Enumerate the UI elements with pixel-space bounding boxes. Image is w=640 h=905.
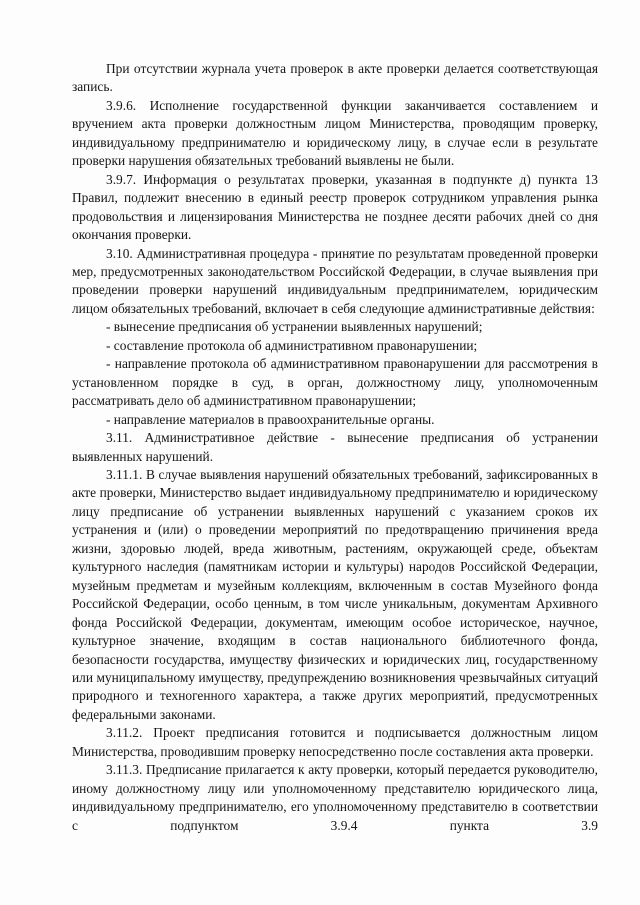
paragraph-3-9-7: 3.9.7. Информация о результатах проверки, указанная в подпункте д) пункта 13 Правил, подлежит внесению в единый реестр проверок сотрудником управления рынка продовольствия и лицензирования Министерства не позднее десяти рабочих дней со дня окончания проверки.: [72, 171, 598, 243]
paragraph-3-11-2: 3.11.2. Проект предписания готовится и подписывается должностным лицом Министерства, проводившим проверку непосредственно после составления акта проверки.: [72, 725, 598, 759]
paragraph-3-11-3: 3.11.3. Предписание прилагается к акту проверки, который передается руководителю, иному должностному лицу или уполномоченному представителю юридического лица, индивидуальному предпринимателю, его уполномоченному представителю в соответствии с подпунктом 3.9.4 пункта 3.9: [72, 762, 598, 833]
list-item-prescription: - вынесение предписания об устранении выявленных нарушений;: [106, 319, 483, 335]
paragraph-3-9-6: 3.9.6. Исполнение государственной функции заканчивается составлением и вручением акта проверки должностным лицом Министерства, проводящим проверку, индивидуальному предпринимателю и юридическому лицу, в случае если в результате проверки нарушения обязательных требований выявлены не были.: [72, 97, 598, 169]
paragraph-3-11: 3.11. Административное действие - вынесение предписания об устранении выявленных нарушений.: [72, 430, 598, 464]
list-item-protocol-referral: - направление протокола об административном правонарушении для рассмотрения в установленном порядке в суд, в орган, должностному лицу, уполномоченным рассматривать дело об административном правонарушении;: [72, 356, 598, 409]
list-item-protocol: - составление протокола об административном правонарушении;: [106, 337, 478, 353]
paragraph-3-10: 3.10. Административная процедура - принятие по результатам проведенной проверки мер, предусмотренных законодательством Российской Федерации, в случае выявления при проведении проверки нарушений индивидуальным предпринимателем, юридическим лицом обязательных требований, включает в себя следующие административные действия:: [72, 245, 598, 316]
list-item-law-enforcement: - направление материалов в правоохранительные органы.: [106, 411, 435, 427]
paragraph-journal-absence: При отсутствии журнала учета проверок в акте проверки делается соответствующая запись.: [72, 61, 598, 95]
paragraph-3-11-1: 3.11.1. В случае выявления нарушений обязательных требований, зафиксированных в акте проверки, Министерство выдает индивидуальному предпринимателю и юридическому лицу предписание об устранении выявленных нарушений с указанием сроков их устранения и (или) о проведении мероприятий по предотвращению причинения вреда жизни, здоровью людей, вреда животным, растениям, окружающей среде, объектам культурного наследия (памятникам истории и культуры) народов Российской Федерации, музейным предметам и музейным коллекциям, включенным в состав Музейного фонда Российской Федерации, особо ценным, в том числе уникальным, документам Архивного фонда Российской Федерации, документам, имеющим особое историческое, научное, культурное значение, входящим в состав национального библиотечного фонда, безопасности государства, имуществу физических и юридических лиц, государственному или муниципальному имуществу, предупреждению возникновения чрезвычайных ситуаций природного и техногенного характера, а также других мероприятий, предусмотренных федеральными законами.: [72, 466, 598, 722]
document-body: [72, 60, 598, 835]
